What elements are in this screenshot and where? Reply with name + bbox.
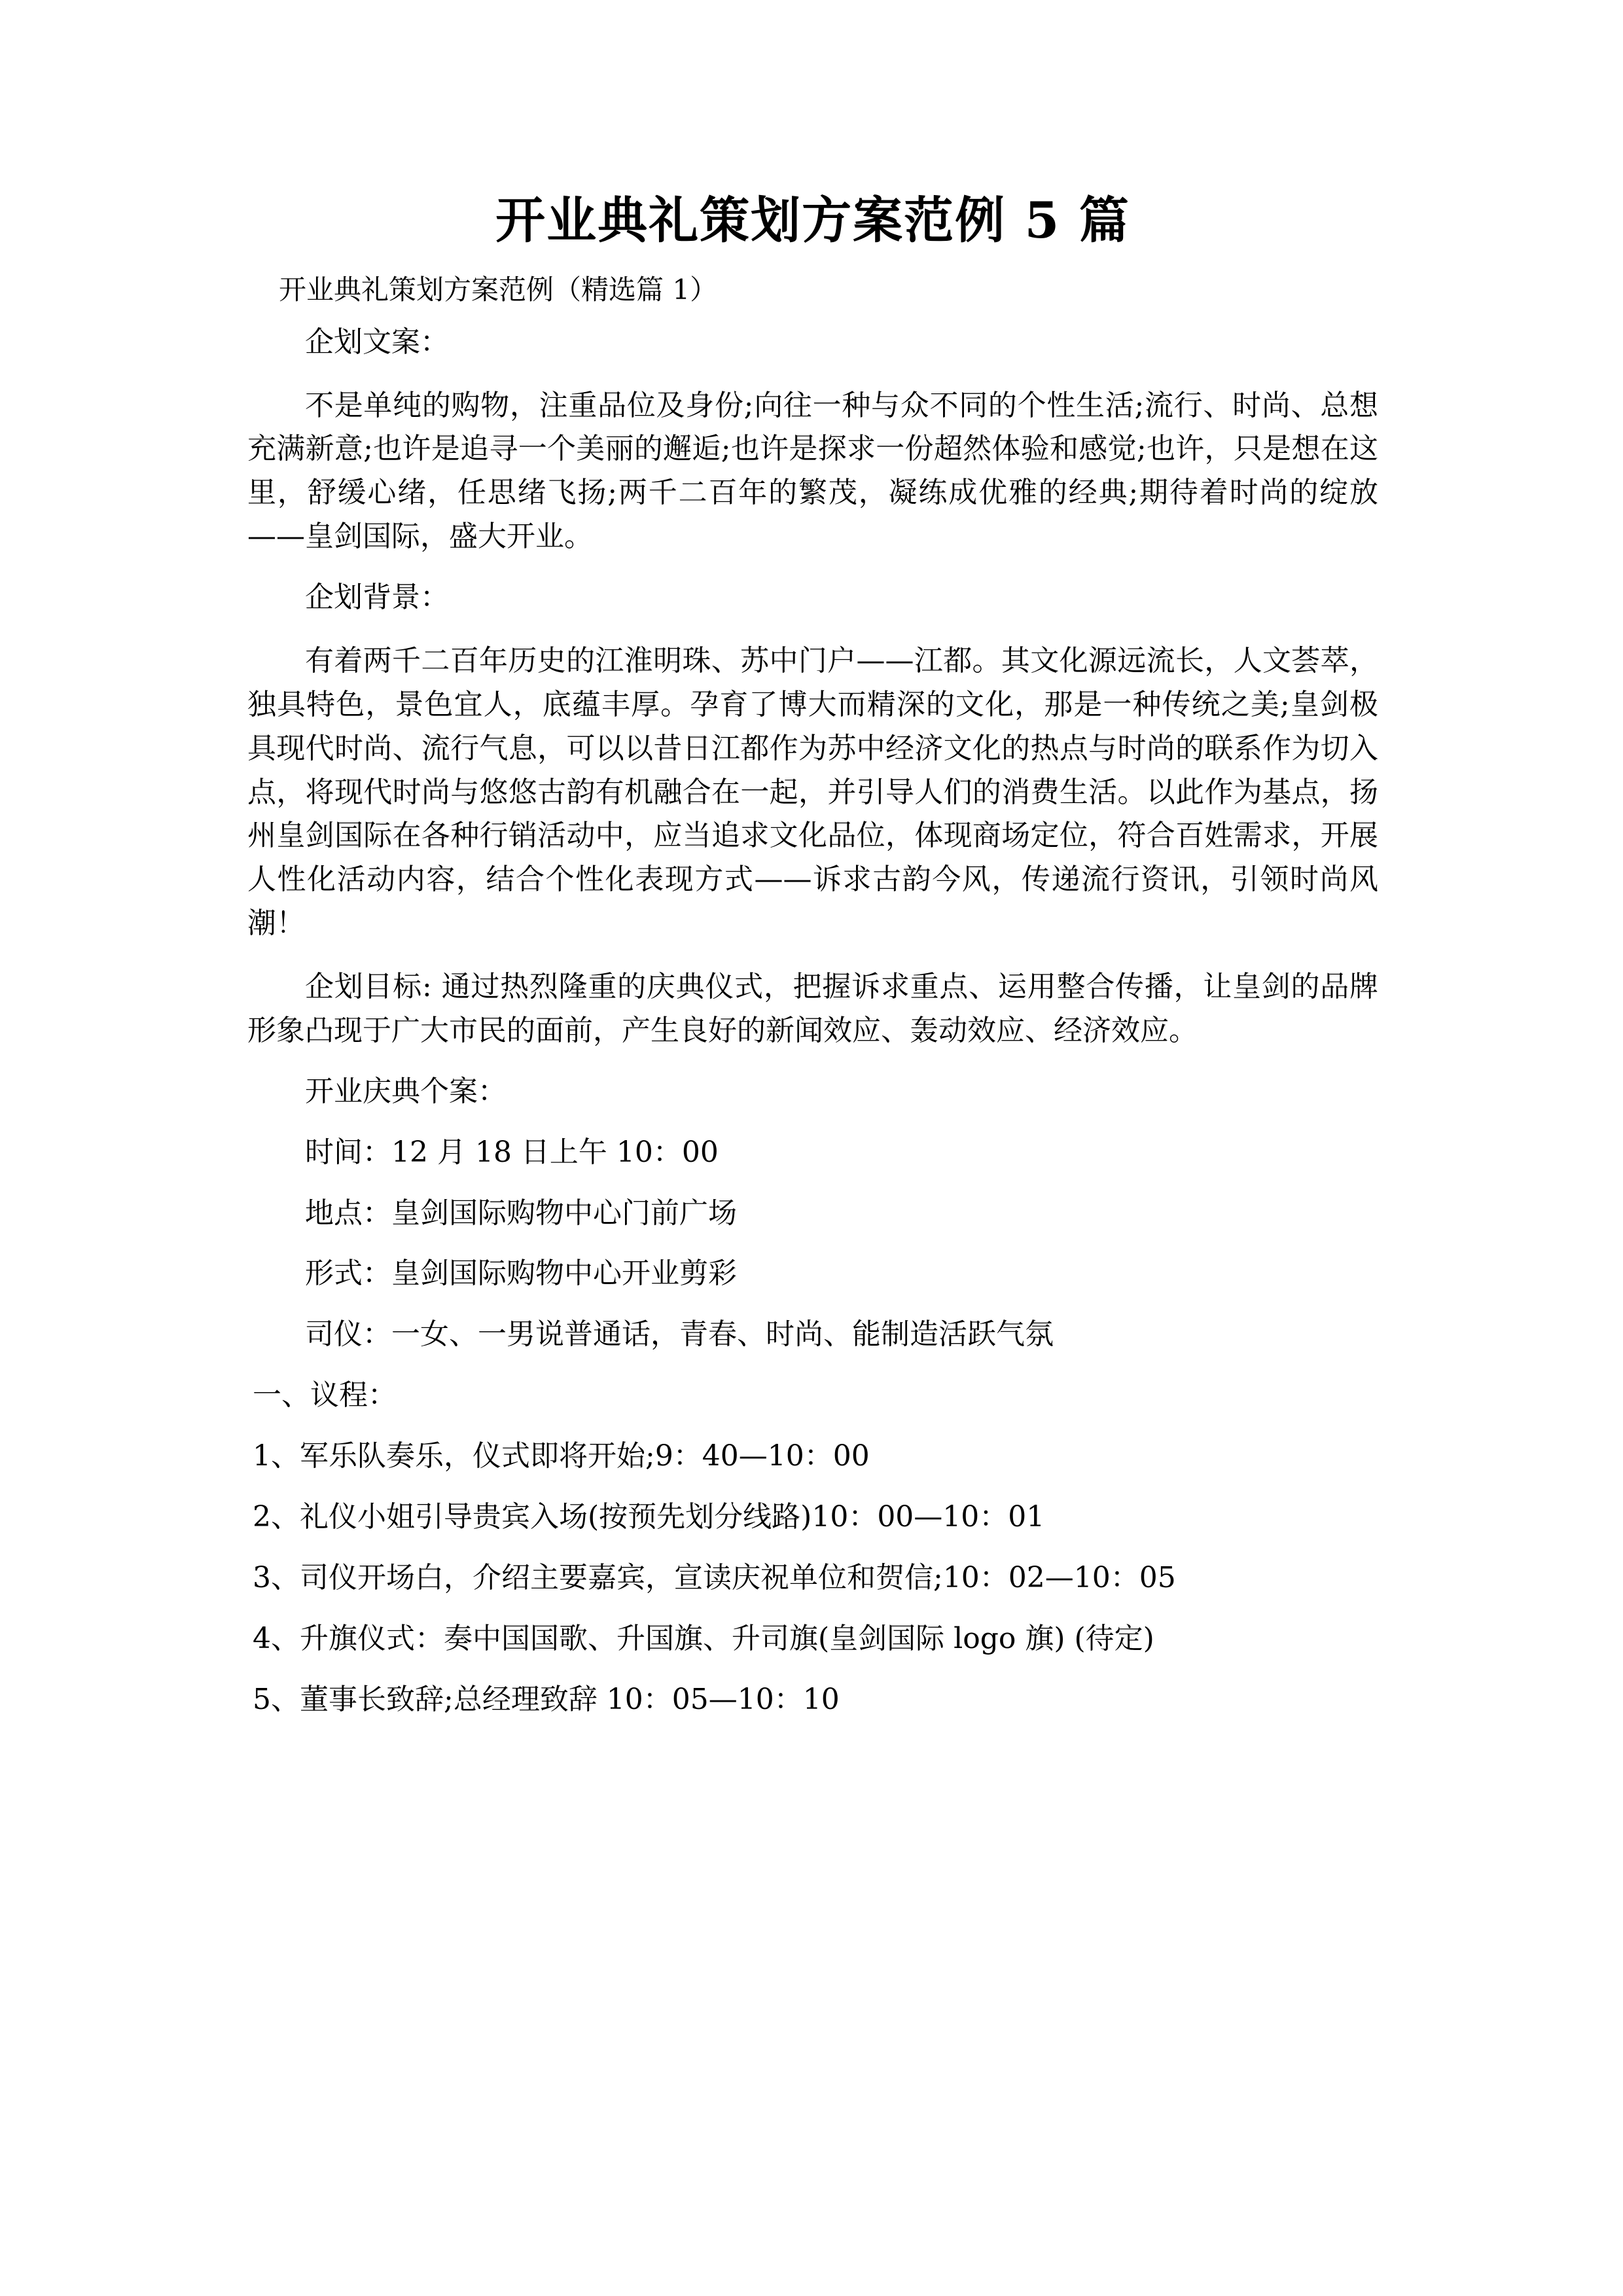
detail-place: 地点：皇剑国际购物中心门前广场 (305, 1196, 737, 1230)
paragraph-background-body: 有着两千二百年历史的江淮明珠、苏中门户——江都。其文化源远流长，人文荟萃，独具特色，景色宜人，底蕴丰厚。孕育了博大而精深的文化，那是一种传统之美;皇剑极具现代时尚、流行气息，可以以昔日江都作为苏中经济文化的热点与时尚的联系作为切入点，将现代时尚与悠悠古韵有机融合在一起，并引导人们的消费生活。以此作为基点，扬州皇剑国际在各种行销活动中，应当追求文化品位，体现商场定位，符合百姓需求，开展人性化活动内容，结合个性化表现方式——诉求古韵今风，传递流行资讯，引领时尚风潮！ (247, 643, 1378, 941)
agenda-item-3: 3、司仪开场白，介绍主要嘉宾，宣读庆祝单位和贺信;10：02—10：05 (253, 1560, 1176, 1594)
document-body (247, 0, 1378, 1721)
page-title: 开业典礼策划方案范例 5 篇 (495, 191, 1130, 249)
section-heading-agenda: 一、议程： (253, 1378, 397, 1412)
agenda-item-2: 2、礼仪小姐引导贵宾入场(按预先划分线路)10：00—10：01 (253, 1499, 1045, 1534)
detail-host: 司仪：一女、一男说普通话，青春、时尚、能制造活跃气氛 (305, 1318, 1054, 1352)
section-heading-ceremony: 开业庆典个案： (305, 1074, 507, 1108)
paragraph-goal-body: 企划目标: 通过热烈隆重的庆典仪式，把握诉求重点、运用整合传播，让皇剑的品牌形象凸现于广大市民的面前，产生良好的新闻效应、轰动效应、经济效应。 (247, 970, 1378, 1047)
detail-time: 时间：12 月 18 日上午 10：00 (305, 1135, 719, 1169)
agenda-item-5: 5、董事长致辞;总经理致辞 10：05—10：10 (253, 1682, 840, 1716)
section-heading-copy: 企划文案： (305, 325, 449, 359)
agenda-item-1: 1、军乐队奏乐，仪式即将开始;9：40—10：00 (253, 1439, 870, 1473)
document-subtitle: 开业典礼策划方案范例（精选篇 1） (279, 273, 718, 306)
agenda-item-4: 4、升旗仪式：奏中国国歌、升国旗、升司旗(皇剑国际 logo 旗) (待定) (253, 1621, 1154, 1655)
section-heading-background: 企划背景： (305, 581, 449, 615)
detail-form: 形式：皇剑国际购物中心开业剪彩 (305, 1257, 737, 1291)
paragraph-copy-body: 不是单纯的购物，注重品位及身份;向往一种与众不同的个性生活;流行、时尚、总想充满新意;也许是追寻一个美丽的邂逅;也许是探求一份超然体验和感觉;也许，只是想在这里，舒缓心绪，任思绪飞扬;两千二百年的繁茂，凝练成优雅的经典;期待着时尚的绽放——皇剑国际，盛大开业。 (247, 388, 1378, 554)
